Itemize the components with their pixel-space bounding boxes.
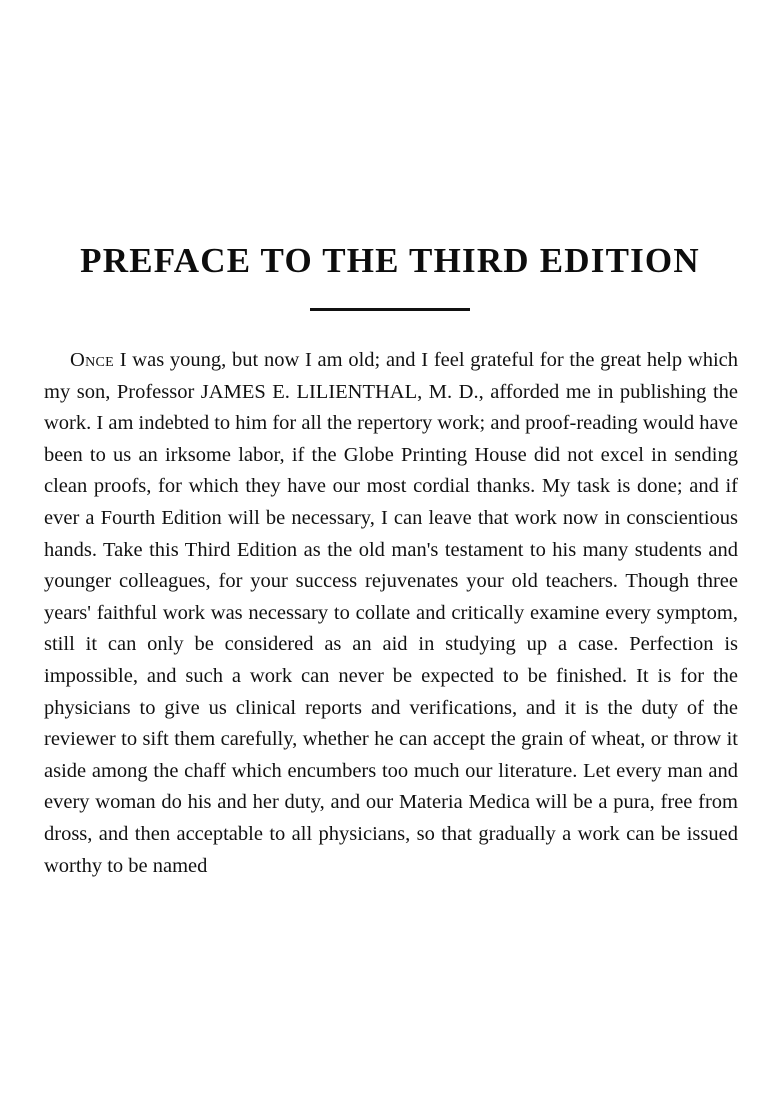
opening-smallcaps: Once [70,349,115,371]
section-divider [310,308,470,311]
page-title: PREFACE TO THE THIRD EDITION [80,241,700,281]
preface-paragraph [44,345,738,882]
preface-body [44,345,738,882]
paragraph-text: I was young, but now I am old; and I feel grateful for the great help which my son, Professor JAMES E. LILIENTHAL, M. D., afforded me in publishing the work. I am indebted to him for all the repertory work; and proof-reading would have been to us an irksome labor, if the Globe Printing House did not excel in sending clean proofs, for which they have our most cordial thanks. My task is done; and if ever a Fourth Edition will be necessary, I can leave that work now in conscientious hands. Take this Third Edition as the old man's testament to his many students and younger colleagues, for your success rejuvenates your old teachers. Though three years' faithful work was necessary to collate and critically examine every symptom, still it can only be considered as an aid in studying up a case. Perfection is impossible, and such a work can never be expected to be finished. It is for the physicians to give us clinical reports and verifications, and it is the duty of the reviewer to sift them carefully, whether he can accept the grain of wheat, or throw it aside among the chaff which encumbers too much our literature. Let every man and every woman do his and her duty, and our Materia Medica will be a pura, free from dross, and then acceptable to all physicians, so that gradually a work can be issued worthy to be named [44,349,738,877]
